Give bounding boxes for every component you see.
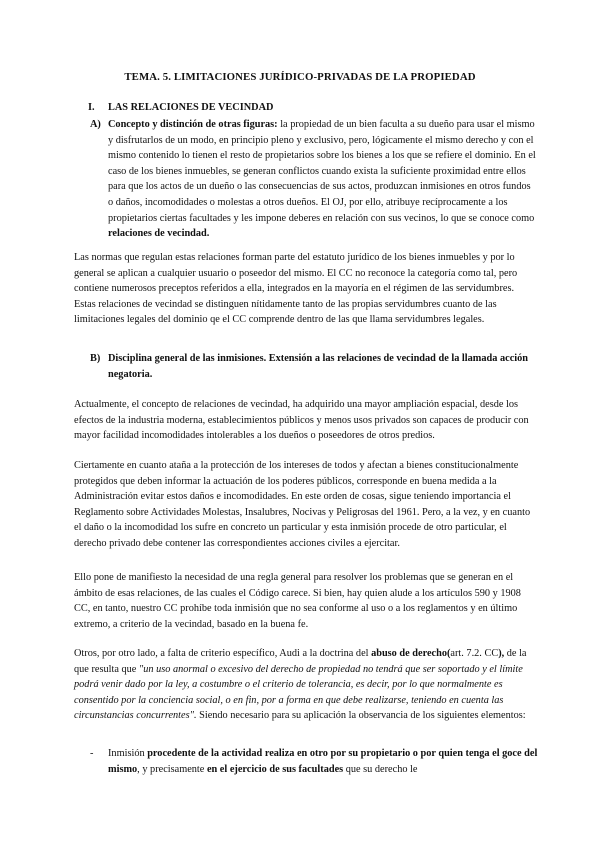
section-number: I. bbox=[88, 102, 95, 113]
italic-quote: "un uso anormal o excesivo del derecho de propiedad no tendrá que ser soportado y el límite podrá venir dado por la ley, a costumbre o el criterio de tolerancia, es decir, por lo que normalmente es consentido por la conciencia social, o en fin, por a forma en que debe realizarse, teniendo en cuenta las circunstancias concurrentes". bbox=[74, 663, 523, 722]
bold-term: relaciones de vecindad. bbox=[108, 228, 210, 240]
paragraph: Ciertamente en cuanto ataña a la protección de los intereses de todos y afectan a bienes constitucionalmente protegidos que deben informar la actuación de los poderes públicos, corresponde en buena medida a la Administración evitar estos daños e incomodidades. En este orden de cosas, sigue teniendo importancia el Reglamento sobre Actividades Molestas, Insalubres, Nocivas y Peligrosas del 1961. Pero, a la vez, y en cuanto el daño o la incomodidad los sufre en concreto un particular y esta inmisión procede de otro particular, el derecho privado debe contener las correspondientes acciones civiles a ejercitar. bbox=[74, 460, 531, 549]
paragraph: Ello pone de manifiesto la necesidad de una regla general para resolver los problemas que se generan en el ámbito de esas relaciones, de las cuales el Código carece. Si bien, hay quien alude a los artículos 590 y 1908 CC, en tanto, nuestro CC prohíbe toda inmisión que no sea conforme al uso o a los reglamentos y en último extremo, a criterio de la vecindad, basado en la buena fe. bbox=[74, 572, 521, 630]
paragraph: Las normas que regulan estas relaciones forman parte del estatuto jurídico de los bienes inmuebles y por lo general se aplican a cualquier usuario o poseedor del mismo. El CC no reconoce la categoría como tal, pero contiene numerosos preceptos referidos a ella, integrados en la mayoría en el régimen de las servidumbres. Estas relaciones de vecindad se distinguen nítidamente tanto de las propias servidumbres cuanto de las limitaciones legales del dominio qe el CC comprende dentro de las que llama servidumbres legales. bbox=[74, 252, 518, 326]
subsection-letter: B) bbox=[90, 353, 101, 364]
list-item bbox=[88, 746, 538, 777]
subsection-a-text bbox=[108, 117, 538, 242]
subsection-b bbox=[88, 351, 538, 382]
bold-term: abuso de derecho( bbox=[371, 648, 451, 659]
subsection-a bbox=[88, 117, 538, 242]
paragraph: Otros, por otro lado, a falta de criterio específico, Audi a la doctrina del abuso de derecho(art. 7.2. CC), de la que resulta que "un uso anormal o excesivo del derecho de propiedad no tendrá que ser soportado y el límite podrá venir dado por la ley, a costumbre o el criterio de tolerancia, es decir, por lo que normalmente es consentido por la conciencia social, o en fin, por a forma en que debe realizarse, teniendo en cuenta las circunstancias concurrentes". Siendo necesario para su aplicación la observancia de los siguientes elementos: bbox=[74, 648, 527, 722]
page-title: TEMA. 5. LIMITACIONES JURÍDICO-PRIVADAS DE LA PROPIEDAD bbox=[124, 71, 476, 83]
section-heading bbox=[88, 100, 273, 116]
paragraph: Actualmente, el concepto de relaciones de vecindad, ha adquirido una mayor ampliación espacial, desde los efectos de la industria moderna, establecimientos públicos y menos usos privados son capaces de producir con mayor facilidad incomodidades intolerables a los dueños o poseedores de otros predios. bbox=[74, 399, 529, 442]
subsection-b-heading: Disciplina general de las inmisiones. Extensión a las relaciones de vecindad de la llamada acción negatoria. bbox=[108, 353, 529, 380]
bold-lead: Concepto y distinción de otras figuras: bbox=[108, 119, 278, 130]
list-item-text: Inmisión procedente de la actividad realiza en otro por su propietario o por quien tenga el goce del mismo, y precisamente en el ejercicio de sus facultades que su derecho le bbox=[108, 748, 538, 775]
subsection-letter: A) bbox=[90, 119, 101, 130]
body-text: la propiedad de un bien faculta a su dueño para usar el mismo y disfrutarlos de un modo, en principio pleno y exclusivo, pero, lógicamente el mismo derecho y con el mismo contenido lo tienen el resto de propietarios sobre los bienes a los que se refiere el dominio. En el caso de los bienes inmuebles, se generan conflictos cuando exista la suficiente proximidad entre ellos para que los actos de un dueño o las consecuencias de sus actos, produzcan inmisiones en otros fundos o daños, incomodidades o molestas a otros dueños. El OJ, por ello, atribuye recíprocamente a los propietarios ciertas facultades y les impone deberes en relación con sus vecinos, lo que se conoce como bbox=[108, 119, 536, 224]
section-title: LAS RELACIONES DE VECINDAD bbox=[108, 102, 274, 113]
bullet-dash: - bbox=[90, 748, 94, 759]
